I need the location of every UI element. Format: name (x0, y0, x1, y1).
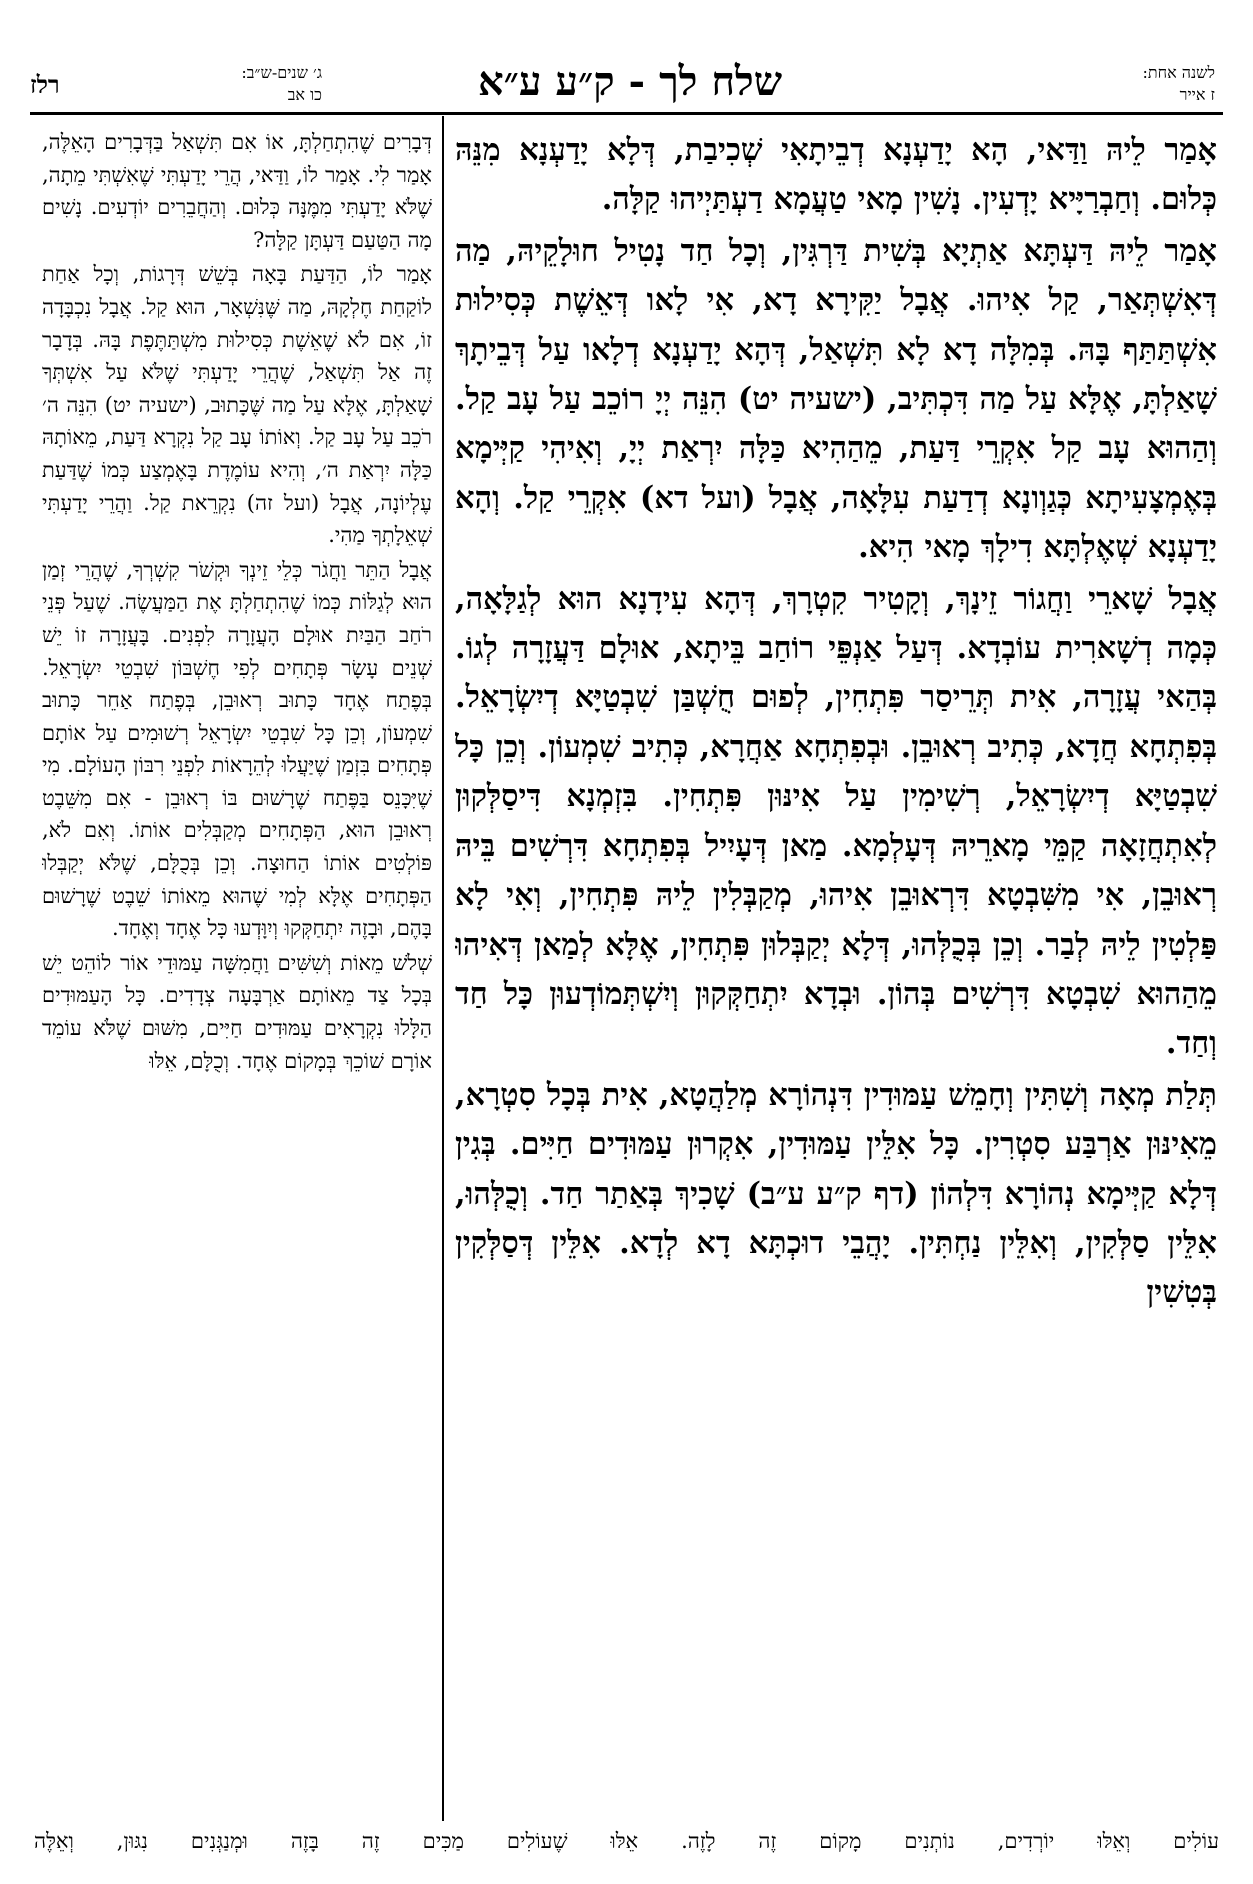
page-title: שלח לך - ק״ע ע״א (477, 58, 783, 105)
footer-continuation-line: עוֹלִים וְאֵלּוּ יוֹרְדִים, נוֹתְנִים מָקוֹם זֶה לָזֶה. אֵלּוּ שֶׁעוֹלִים מַכִּים זֶה בָּזֶה וּמְנַגְּנִים נִגּוּן, וְאֵלֶּה (34, 1829, 1219, 1853)
header-right-label (1015, 62, 1215, 110)
side-paragraph: אֲבָל הַתֵּר וַחֲגֹר כְּלֵי זֵינְךָ וּקְשֹׁר קִשְׁרְךָ, שֶׁהֲרֵי זְמַן הוּא לְגַלּוֹת כְּמוֹ שֶׁהִתְחַלְתָּ אֶת הַמַּעֲשֶׂה. שֶׁעַל פְּנֵי רֹחַב הַבַּיִת אוּלָם הָעֲזָרָה לִפְנִים. בָּעֲזָרָה זוֹ יֵשׁ שְׁנֵים עָשָׂר פְּתָחִים לְפִי חֶשְׁבּוֹן שִׁבְטֵי יִשְׂרָאֵל. בְּפֶתַח אֶחָד כָּתוּב רְאוּבֵן, בְּפֶתַח אַחֵר כָּתוּב שִׁמְעוֹן, וְכֵן כָּל שִׁבְטֵי יִשְׂרָאֵל רְשׁוּמִים עַל אוֹתָם פְּתָחִים בִּזְמַן שֶׁיַּעֲלוּ לְהֵרָאוֹת לִפְנֵי רִבּוֹן הָעוֹלָם. מִי שֶׁיִּכָּנֵס בַּפֶּתַח שֶׁרָשׁוּם בּוֹ רְאוּבֵן - אִם מִשֵּׁבֶט רְאוּבֵן הוּא, הַפְּתָחִים מְקַבְּלִים אוֹתוֹ. וְאִם לֹא, פּוֹלְטִים אוֹתוֹ הַחוּצָה. וְכֵן בְּכֻלָּם, שֶׁלֹּא יְקַבְּלוּ הַפְּתָחִים אֶלָּא לְמִי שֶׁהוּא מֵאוֹתוֹ שֵׁבֶט שֶׁרָשׁוּם בָּהֶם, וּבָזֶה יִתְחַקְּקוּ וְיִוָּדְעוּ כָּל אֶחָד וְאֶחָד. (42, 557, 432, 941)
main-paragraph: אֲבָל שָׁארֵי וַחֲגוֹר זֵינָךְ, וְקָטִיר קִטְרָךְ, דְּהָא עִידָנָא הוּא לְגַלָּאָה, כְּמָה דְשָׁארִית עוֹבְדָא. דְּעַל אַנְפֵּי רוֹחַב בֵּיתָא, אוּלָם דַּעֲזָרָה לְגוֹ. בְּהַאי עֲזָרָה, אִית תְּרֵיסַר פִּתְחִין, לְפוּם חֻשְׁבַּן שִׁבְטַיָּא דְיִשְׂרָאֵל. בְּפִתְחָא חֲדָא, כְּתִיב רְאוּבֵן. וּבְפִתְחָא אַחֲרָא, כְּתִיב שִׁמְעוֹן. וְכֵן כָּל שִׁבְטַיָּא דְיִשְׂרָאֵל, רְשִׁימִין עַל אִינּוּן פִּתְחִין. בִּזְמְנָא דִּיסַלְּקוּן לְאִתְחֲזָאָה קַמֵּי מָארֵיהּ דְּעָלְמָא. מַאן דְּעָיִיל בְּפִתְחָא דִּרְשִׁים בֵּיהּ רְאוּבֵן, אִי מִשִּׁבְטָא דִּרְאוּבֵן אִיהוּ, מְקַבְּלִין לֵיהּ פִּתְחִין, וְאִי לָא פַּלְטִין לֵיהּ לְבַר. וְכֵן בְּכֻלְּהוּ, דְּלָא יְקַבְּלוּן פִּתְחִין, אֶלָּא לְמַאן דְּאִיהוּ מֵהַהוּא שִׁבְטָא דִּרְשִׁים בְּהוֹן. וּבְדָא יִתְחַקְּקוּן וְיִשְׁתְּמוֹדְעוּן כָּל חַד וְחַד. (455, 580, 1217, 1062)
page-number: רלז (30, 70, 60, 99)
header-rule (30, 112, 1223, 115)
header-left-line1: ג׳ שנים-ש״ב: (241, 63, 322, 82)
header-right-line1: לשנה אחת: (1142, 63, 1215, 82)
header-right-line2: ז אייר (1179, 85, 1215, 104)
main-paragraph: אָמַר לֵיהּ דַּעְתָּא אַתְיָא בְּשִׁית דַּרְגִּין, וְכָל חַד נָטִיל חוּלָקֵיהּ, מַה דְּאִשְׁתְּאַר, קַל אִיהוּ. אֲבָל יַקִּירָא דָא, אִי לָאו דְּאֵשֶׁת כְּסִילוּת אִשְׁתַּתַּף בָּהּ. בְּמִלָּה דָא לָא תִּשְׁאַל, דְּהָא יָדַעְנָא דְלָאו עַל דְּבֵיתָךְ שָׁאַלְתָּ, אֶלָּא עַל מַה דִּכְתִּיב, (ישעיה יט) הִנֵּה יְיָ רוֹכֵב עַל עָב קַל. וְהַהוּא עָב קַל אִקְרֵי דַּעַת, מֵהַהִיא כַּלָּה יִרְאַת יְיָ, וְאִיהִי קַיְּימָא בְּאֶמְצָעִיתָא כְּגַוְונָא דְדַעַת עִלָּאָה, אֲבָל (ועל דא) אִקְרֵי קַל. וְהָא יָדַעְנָא שְׁאֶלְתָּא דִילָךְ מָאי הִיא. (455, 232, 1217, 566)
main-aramaic-column (455, 126, 1217, 1806)
main-paragraph: תְּלַת מְאָה וְשִׁתִּין וְחָמֵשׁ עַמּוּדִין דִּנְהוֹרָא מְלַהֲטָא, אִית בְּכָל סִטְרָא, מֵאִינּוּן אַרְבַּע סִטְרִין. כָּל אִלֵּין עַמּוּדִין, אִקְרוּן עַמּוּדִים חַיִּים. בְּגִין דְּלָא קַיְּימָא נְהוֹרָא דִּלְהוֹן (דף ק״ע ע״ב) שָׁכִיךְ בְּאַתַר חַד. וְכֻלְּהוּ, אִלֵּין סַלְּקִין, וְאִלֵּין נַחְתִּין. יָהֲבֵי דוּכְתָּא דָא לְדָא. אִלֵּין דְּסַלְּקִין בְּטִשִׁין (455, 1076, 1217, 1311)
side-hebrew-translation-column (42, 126, 432, 1806)
side-paragraph: שְׁלֹשׁ מֵאוֹת וְשִׁשִּׁים וַחֲמִשָּׁה עַמּוּדֵי אוֹר לוֹהֵט יֵשׁ בְּכָל צַד מֵאוֹתָם אַרְבָּעָה צְדָדִים. כָּל הָעַמּוּדִים הַלָּלוּ נִקְרָאִים עַמּוּדִים חַיִּים, מִשּׁוּם שֶׁלֹּא עוֹמֵד אוֹרָם שׁוֹכֵךְ בְּמָקוֹם אֶחָד. וְכֻלָּם, אֵלּוּ (42, 950, 432, 1073)
side-paragraph: דְּבָרִים שֶׁהִתְחַלְתָּ, אוֹ אִם תִּשְׁאַל בַּדְּבָרִים הָאֵלֶּה, אָמַר לִי. אָמַר לוֹ, וַדַּאי, הֲרֵי יָדַעְתִּי שֶׁאִשְׁתִּי מֵתָה, שֶׁלֹּא יָדַעְתִּי מִמֶּנָּה כְּלוּם. וְהַחֲבֵרִים יוֹדְעִים. נָשִׁים מָה הַטַּעַם דַּעְתָּן קַלָּה? (42, 130, 432, 252)
side-paragraph: אָמַר לוֹ, הַדַּעַת בָּאָה בְּשֵׁשׁ דְּרָגוֹת, וְכָל אַחַת לוֹקַחַת חֶלְקָהּ, מַה שֶּׁנִּשְׁאָר, הוּא קַל. אֲבָל נִכְבָּדָה זוֹ, אִם לֹא שֶׁאֵשֶׁת כְּסִילוּת מִשְׁתַּתֶּפֶת בָּהּ. בְּדָבָר זֶה אַל תִּשְׁאַל, שֶׁהֲרֵי יָדַעְתִּי שֶׁלֹּא עַל אִשְׁתְּךָ שָׁאַלְתָּ, אֶלָּא עַל מַה שֶּׁכָּתוּב, (ישעיה יט) הִנֵּה ה׳ רֹכֵב עַל עָב קַל. וְאוֹתוֹ עָב קַל נִקְרָא דַּעַת, מֵאוֹתָהּ כַּלָּה יִרְאַת ה׳, וְהִיא עוֹמֶדֶת בָּאֶמְצַע כְּמוֹ שֶׁדַּעַת עֶלְיוֹנָה, אֲבָל (ועל זה) נִקְרֵאת קַל. וַהֲרֵי יָדַעְתִּי שְׁאֵלָתְךָ מַהִי. (42, 262, 432, 548)
column-divider (442, 116, 444, 1821)
main-paragraph: אָמַר לֵיהּ וַדַּאי, הָא יָדַעְנָא דְבֵיתָאִי שְׁכִיבַת, דְּלָא יָדַעְנָא מִנֵּהּ כְּלוּם. וְחַבְרַיָּיא יָדְעִין. נָשִׁין מָאי טַעֲמָא דַעְתַּיְיהוּ קַלָּה. (455, 132, 1217, 218)
header-left-label (92, 62, 322, 110)
header-left-line2: כו אב (287, 85, 322, 104)
